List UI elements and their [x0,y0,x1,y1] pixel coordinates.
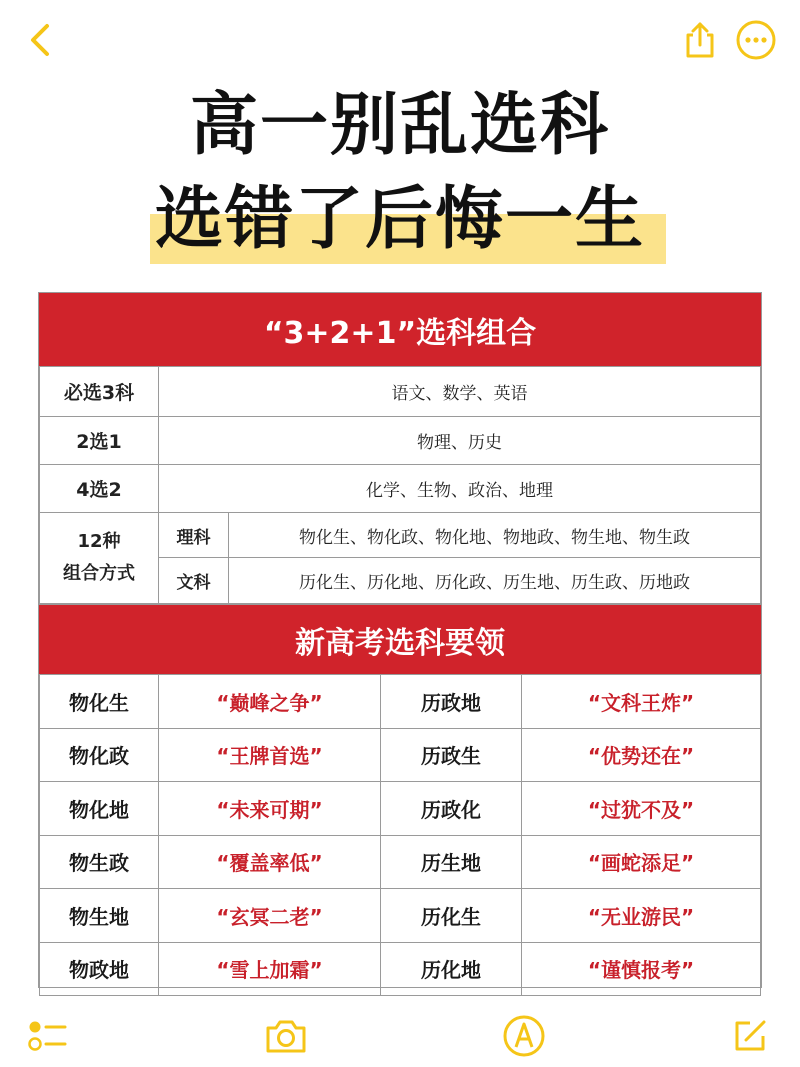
table-row [40,728,761,782]
left-tag: “玄冥二老” [159,889,381,943]
camera-button[interactable] [262,1014,310,1058]
row-value: 化学、生物、政治、地理 [159,465,761,513]
table-row [40,675,761,729]
combination-table [39,366,761,604]
camera-icon [264,1017,308,1055]
right-combo: 历政生 [381,728,522,782]
table-row [40,513,761,558]
left-tag: “王牌首选” [159,728,381,782]
combo-label-line1: 12种 [77,531,121,552]
page-title-line2: 选错了后悔一生 [154,180,645,259]
right-combo: 历化地 [381,942,522,996]
checklist-icon [27,1018,69,1054]
share-button[interactable] [676,16,724,64]
right-tag: “无业游民” [522,889,761,943]
top-toolbar [0,0,800,80]
more-icon [735,19,777,61]
table-row [40,942,761,996]
table-row [40,782,761,836]
table-row [40,889,761,943]
left-combo: 物化政 [40,728,159,782]
science-combos: 物化生、物化政、物化地、物地政、物生地、物生政 [229,513,761,558]
compose-button[interactable] [728,1014,772,1058]
section1-heading: “3+2+1”选科组合 [39,293,761,366]
left-tag: “未来可期” [159,782,381,836]
markup-button[interactable] [500,1012,548,1060]
right-tag: “谨慎报考” [522,942,761,996]
row-value: 语文、数学、英语 [159,367,761,417]
right-combo: 历政化 [381,782,522,836]
table-row [40,417,761,465]
section2-heading: 新高考选科要领 [39,604,761,674]
back-button[interactable] [18,18,62,62]
left-combo: 物生地 [40,889,159,943]
checklist-button[interactable] [26,1016,70,1056]
left-tag: “巅峰之争” [159,675,381,729]
table-row [40,465,761,513]
bottom-toolbar [0,1000,800,1067]
right-tag: “文科王炸” [522,675,761,729]
share-icon [682,20,718,60]
row-label: 4选2 [40,465,159,513]
right-combo: 历生地 [381,835,522,889]
compose-icon [730,1016,770,1056]
table-row [40,367,761,417]
row-value: 物理、历史 [159,417,761,465]
subject-table [38,292,762,988]
combo-label-line2: 组合方式 [63,563,135,584]
more-button[interactable] [734,18,778,62]
right-tag: “过犹不及” [522,782,761,836]
right-combo: 历政地 [381,675,522,729]
right-tag: “画蛇添足” [522,835,761,889]
arts-label: 文科 [159,558,229,604]
left-combo: 物政地 [40,942,159,996]
left-combo: 物化生 [40,675,159,729]
left-tag: “覆盖率低” [159,835,381,889]
left-combo: 物化地 [40,782,159,836]
right-tag: “优势还在” [522,728,761,782]
tips-table [39,674,761,996]
page-title-line1: 高一别乱选科 [189,86,610,165]
row-label: 2选1 [40,417,159,465]
markup-pen-icon [502,1014,546,1058]
left-tag: “雪上加霜” [159,942,381,996]
row-label: 必选3科 [40,367,159,417]
science-label: 理科 [159,513,229,558]
chevron-left-icon [25,20,55,60]
left-combo: 物生政 [40,835,159,889]
arts-combos: 历化生、历化地、历化政、历生地、历生政、历地政 [229,558,761,604]
table-row [40,835,761,889]
combo-label [40,513,159,604]
right-combo: 历化生 [381,889,522,943]
